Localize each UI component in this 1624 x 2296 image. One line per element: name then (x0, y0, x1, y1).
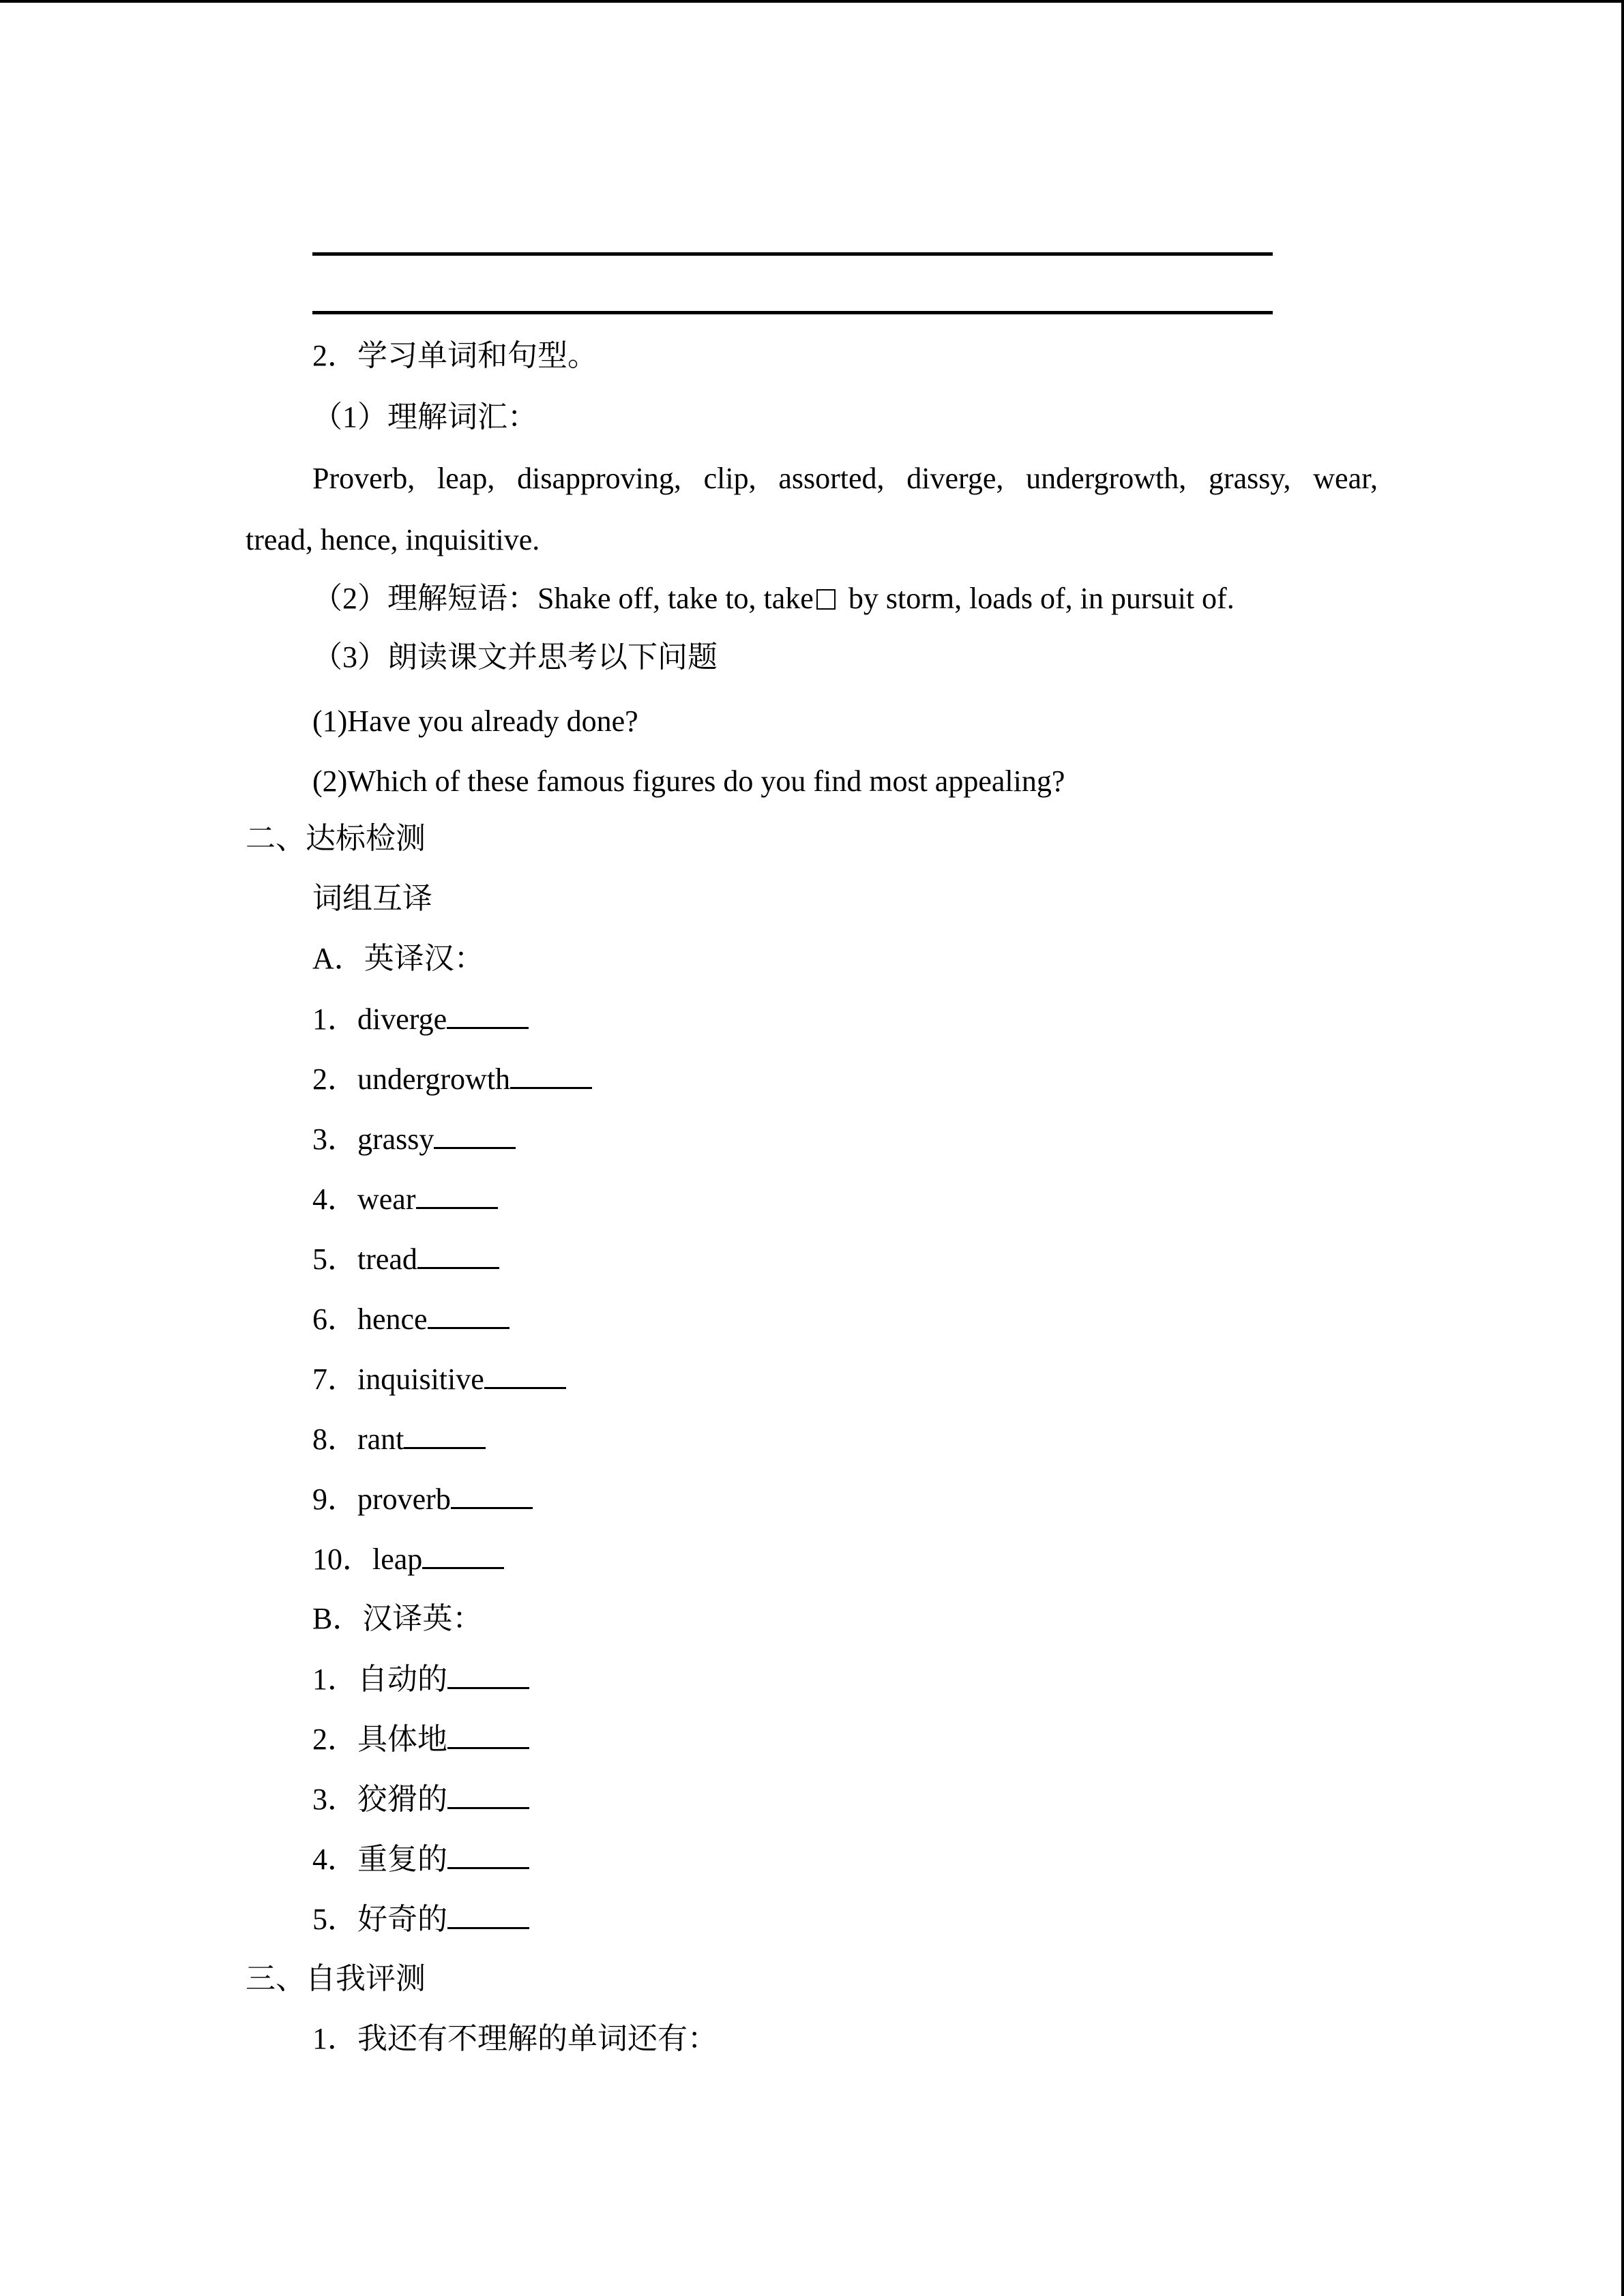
answer-line (312, 311, 1273, 314)
answer-blank[interactable] (447, 1840, 529, 1869)
section-heading: 三、自我评测 (246, 1962, 426, 1995)
answer-blank[interactable] (417, 1240, 499, 1269)
exercise-item-text: 2．undergrowth (312, 1062, 511, 1096)
answer-blank[interactable] (447, 1900, 529, 1929)
question: (1)Have you already done? (312, 704, 638, 738)
exercise-item (312, 1480, 533, 1519)
exercise-item-text: 8．rant (312, 1422, 404, 1456)
answer-blank[interactable] (434, 1120, 516, 1149)
section-item-title: 2．学习单词和句型。 (312, 339, 597, 372)
exercise-item-text: 2．具体地 (312, 1723, 447, 1756)
subheading: 词组互译 (312, 882, 432, 915)
answer-blank[interactable] (447, 1000, 529, 1029)
section-heading: 二、达标检测 (246, 822, 426, 855)
exercise-item-text: 5．好奇的 (312, 1903, 447, 1936)
answer-blank[interactable] (422, 1540, 504, 1569)
answer-blank[interactable] (447, 1780, 529, 1809)
answer-blank[interactable] (447, 1720, 529, 1749)
exercise-item (312, 1840, 529, 1879)
exercise-item-text: 4．重复的 (312, 1843, 447, 1876)
exercise-item (312, 1240, 499, 1279)
answer-line (312, 252, 1273, 256)
answer-blank[interactable] (510, 1060, 592, 1089)
exercise-item-text: 10．leap (312, 1542, 423, 1576)
answer-blank[interactable] (428, 1300, 510, 1329)
phrase-text: （2）理解短语：Shake off, take to, take (312, 582, 814, 615)
answer-blank[interactable] (416, 1180, 498, 1209)
exercise-item-text: 4．wear (312, 1182, 416, 1216)
missing-glyph-box (816, 589, 836, 610)
exercise-item (312, 1120, 516, 1159)
exercise-item (312, 1360, 566, 1399)
exercise-item-text: 1．diverge (312, 1002, 447, 1036)
exercise-item (312, 1060, 592, 1099)
exercise-item (312, 1660, 529, 1699)
exercise-item-text: 9．proverb (312, 1482, 451, 1516)
exercise-item-text: 1．自动的 (312, 1663, 447, 1696)
part-heading: A．英译汉： (312, 942, 484, 975)
answer-blank[interactable] (447, 1660, 529, 1689)
phrase-text: by storm, loads of, in pursuit of. (840, 582, 1235, 615)
phrase-line (312, 580, 1235, 618)
vocab-heading: （1）理解词汇： (312, 400, 537, 434)
exercise-item (312, 1420, 486, 1459)
exercise-item-text: 6．hence (312, 1302, 428, 1336)
answer-blank[interactable] (484, 1360, 566, 1389)
exercise-item-text: 7．inquisitive (312, 1362, 484, 1396)
exercise-item (312, 1900, 529, 1939)
exercise-item (312, 1720, 529, 1759)
part-heading: B．汉译英： (312, 1602, 483, 1635)
self-assessment-item: 1．我还有不理解的单词还有： (312, 2022, 718, 2055)
exercise-item (312, 1780, 529, 1819)
vocab-list-line: tread, hence, inquisitive. (246, 523, 540, 556)
vocab-list-line: Proverb, leap, disapproving, clip, assorted, diverge, undergrowth, grassy, wear, (312, 462, 1378, 495)
exercise-item-text: 3．狡猾的 (312, 1783, 447, 1816)
exercise-item (312, 1300, 510, 1339)
exercise-item (312, 1180, 498, 1219)
reading-heading: （3）朗读课文并思考以下问题 (312, 640, 718, 674)
answer-blank[interactable] (451, 1480, 533, 1509)
exercise-item-text: 3．grassy (312, 1122, 434, 1156)
question: (2)Which of these famous figures do you find most appealing? (312, 764, 1065, 798)
exercise-item-text: 5．tread (312, 1242, 417, 1276)
exercise-item (312, 1000, 529, 1039)
answer-blank[interactable] (404, 1420, 486, 1449)
exercise-item (312, 1540, 504, 1579)
